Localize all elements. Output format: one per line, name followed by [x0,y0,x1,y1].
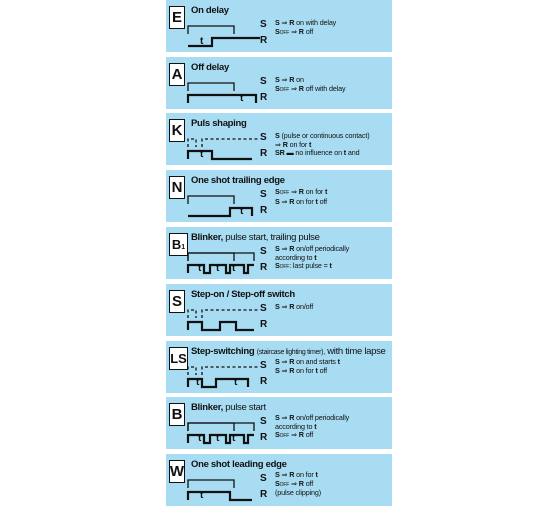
description-line: S ⇒ R on for t [275,470,318,479]
signal-trace [188,253,234,261]
description-line: SOFF ⇒ R on for t [275,187,328,196]
relay-trace [188,322,254,330]
function-row-ls [166,341,392,393]
signal-trace [188,310,260,318]
timing-diagram [188,125,270,163]
time-label: t [232,263,236,274]
function-code-badge: N [169,176,185,199]
description-line: S ⇒ R on [275,75,304,84]
time-label: t [200,149,204,160]
description-line: SOFF ⇒ R off with delay [275,83,346,93]
signal-r-label: R [260,148,268,159]
timing-diagram [188,296,270,334]
description-line: S ⇒ R on with delay [275,18,337,27]
description-line: SOFF ⇒ R off [275,478,314,488]
description-line: S ⇒ R on for t off [275,365,327,375]
time-label: t [200,490,204,501]
function-title: One shot leading edge [191,459,287,470]
function-code-badge: LS [169,347,188,370]
timing-diagram [188,69,270,107]
timing-diagram [188,239,270,277]
signal-r-label: R [260,35,268,46]
description-line: SR ▬ no influence on t and [275,148,360,157]
time-label: t [200,36,204,47]
description-line: SOFF ⇒ R off [275,430,314,439]
function-description [275,358,340,375]
relay-trace [188,492,252,500]
signal-r-label: R [260,432,268,443]
timing-diagram [188,12,270,50]
function-title: Blinker, pulse start, trailing pulse [191,232,320,243]
description-line: according to t [275,421,317,431]
time-label: t [216,433,220,444]
function-code-badge: K [169,119,185,142]
signal-s-label: S [260,416,267,427]
signal-trace [188,196,234,204]
signal-trace [188,139,260,147]
signal-s-label: S [260,132,267,143]
description-line: SOFF ⇒ R off [275,26,314,36]
function-description [275,76,345,94]
function-description [275,245,349,272]
function-row-e [166,0,392,52]
time-label: t [234,377,238,388]
function-description [275,303,313,312]
relay-trace [188,95,256,103]
function-description [275,188,327,206]
signal-trace [188,83,234,91]
time-label: t [198,263,202,274]
signal-s-label: S [260,360,267,371]
function-row-a [166,57,392,109]
description-line: S ⇒ R on for t off [275,196,327,206]
description-line: ⇒ R on for t [275,139,312,149]
function-code-badge: B [169,403,185,426]
timing-diagram [188,409,270,447]
function-description [275,132,369,158]
function-description [275,471,321,498]
function-code-badge: S [169,290,185,313]
function-description [275,414,349,441]
function-title: Off delay [191,62,229,73]
timing-diagram [188,466,270,504]
signal-r-label: R [260,92,268,103]
time-label: t [196,377,200,388]
function-row-k [166,113,392,165]
signal-r-label: R [260,205,268,216]
function-code-badge: B 1 [169,233,188,256]
signal-trace [188,367,260,375]
signal-r-label: R [260,262,268,273]
signal-trace [188,423,234,431]
signal-s-label: S [260,19,267,30]
function-row-w [166,454,392,506]
timer-function-panel [166,0,392,504]
time-label: t [216,263,220,274]
time-label: t [198,433,202,444]
function-row-b [166,397,392,449]
function-code-badge: E [169,6,185,29]
relay-trace [188,151,252,159]
description-line: S (pulse or continuous contact) [275,131,370,140]
function-title: Blinker, pulse start [191,402,266,413]
signal-s-label: S [260,246,267,257]
signal-s-label: S [260,473,267,484]
time-label: t [240,93,244,104]
signal-s-label: S [260,303,267,314]
signal-s-label: S [260,189,267,200]
function-title: Step-on / Step-off switch [191,289,295,300]
signal-trace [188,480,234,488]
function-row-b1 [166,227,392,279]
description-line: SOFF: last pulse = t [275,261,332,270]
signal-trace [188,253,254,261]
signal-r-label: R [260,489,268,500]
signal-trace [188,26,234,34]
function-title: Puls shaping [191,118,247,129]
signal-trace [188,423,254,431]
signal-s-label: S [260,76,267,87]
timing-diagram [188,182,270,220]
description-line: S ⇒ R on and starts t [275,357,340,366]
description-line: (pulse clipping) [275,488,321,497]
function-title: Step-switching (staircase lighting timer), with time lapse [191,346,386,357]
function-code-badge: W [169,460,185,483]
description-line: S ⇒ R on/off periodically [275,244,350,253]
signal-r-label: R [260,319,268,330]
description-line: S ⇒ R on/off [275,302,314,311]
function-title: One shot trailing edge [191,175,285,186]
time-label: t [232,433,236,444]
relay-trace [188,38,260,46]
function-row-s [166,284,392,336]
function-description [275,19,336,37]
description-line: S ⇒ R on/off periodically [275,413,350,422]
time-label: t [240,206,244,217]
function-code-badge: A [169,63,185,86]
function-title: On delay [191,5,229,16]
function-row-n [166,170,392,222]
signal-r-label: R [260,376,268,387]
description-line: according to t [275,252,317,262]
timing-diagram [188,353,270,391]
